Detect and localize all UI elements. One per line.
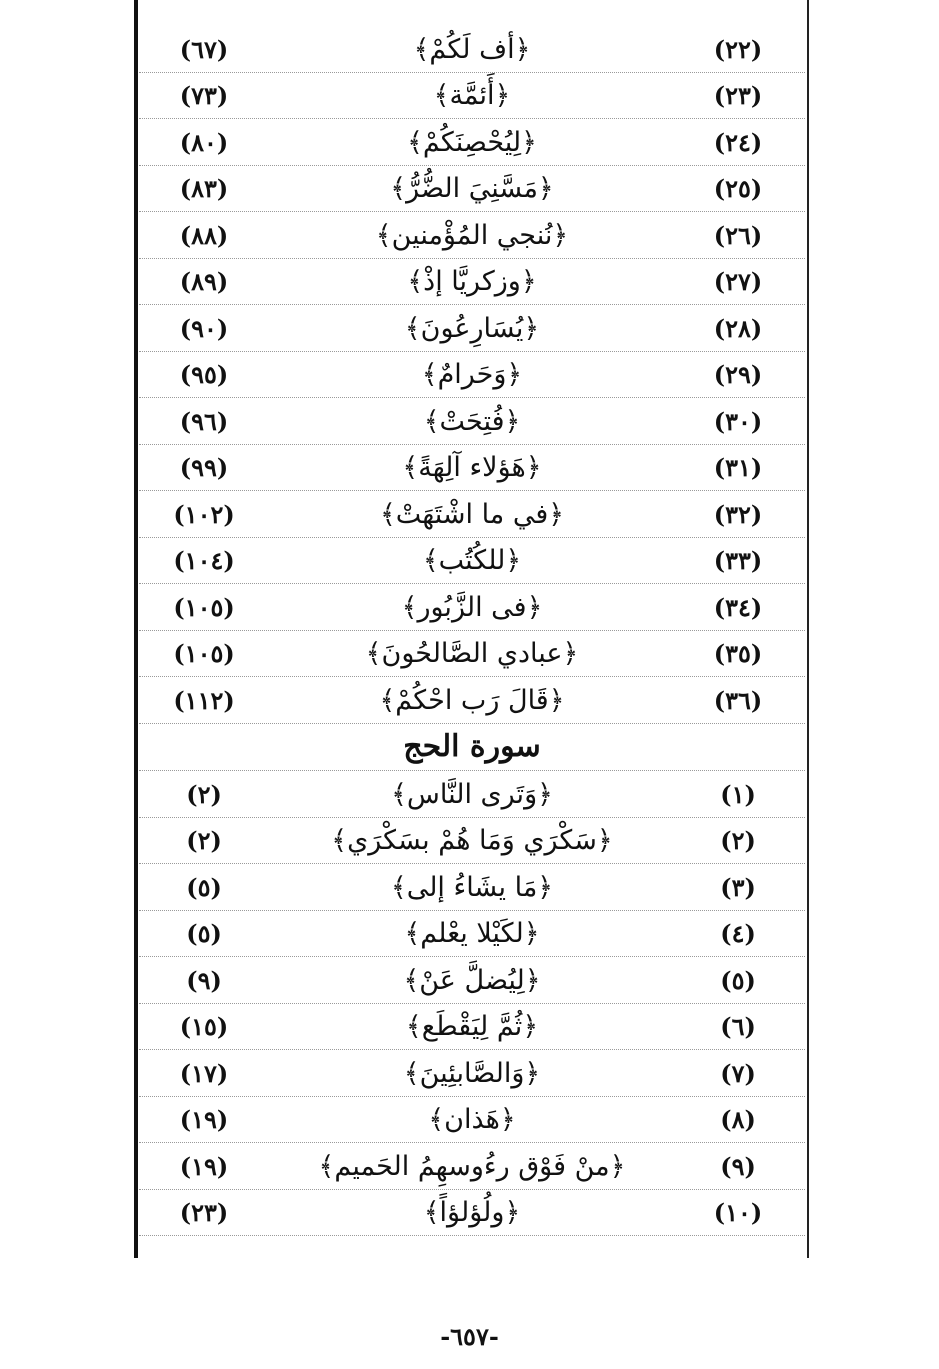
quran-word: ﴿مَسَّنِيَ الضُّرُّ﴾ (390, 173, 554, 204)
table-row (139, 1050, 805, 1097)
verse-reference: (٩٥) (179, 360, 229, 389)
verse-reference: (٨٩) (179, 267, 229, 296)
quran-word: ﴿فى الزَّبُور﴾ (401, 591, 543, 623)
entry-number: (٣٠) (713, 406, 763, 436)
entry-number: (٢٨) (713, 313, 763, 343)
quran-word: ﴿أَئمَّة﴾ (433, 80, 511, 111)
section-header (139, 724, 805, 772)
entry-number: (٣١) (713, 453, 763, 482)
verse-reference: (٩٠) (179, 313, 229, 343)
section-title: سورة الحج (403, 729, 541, 765)
entry-number: (٨) (720, 1105, 756, 1134)
quran-word: ﴿لكَيْلا يعْلم﴾ (404, 918, 540, 949)
left-border-line (134, 0, 138, 1258)
table-row (139, 352, 805, 399)
table-row (139, 1004, 805, 1051)
entry-number: (٢٢) (713, 34, 763, 64)
table-row (139, 911, 805, 958)
page-number: -٦٥٧- (440, 1322, 499, 1351)
table-row (139, 864, 805, 911)
quran-word: ﴿في ما اشْتَهَتْ﴾ (379, 498, 565, 530)
quran-word: ﴿وَحَرامٌ﴾ (421, 359, 523, 390)
entry-number: (٢٩) (713, 360, 763, 389)
verse-reference: (٦٧) (179, 34, 229, 64)
quran-word: ﴿مَا يشَاءُ إلى﴾ (390, 871, 554, 903)
table-row (139, 305, 805, 352)
quran-word: ﴿للكُتُب﴾ (422, 545, 522, 576)
quran-word: ﴿هَذان﴾ (428, 1104, 516, 1135)
quran-word: ﴿أف لَكُمْ﴾ (413, 33, 531, 65)
entry-number: (٢٧) (713, 267, 763, 296)
table-row (139, 259, 805, 306)
quran-word: ﴿منْ فَوْق رءُوسهِمُ الحَميم﴾ (318, 1150, 626, 1182)
quran-word: ﴿نُنجي المُؤْمنين﴾ (375, 219, 569, 251)
verse-reference: (١٠٢) (173, 499, 235, 529)
quran-word: ﴿ولُؤلؤاً﴾ (423, 1197, 521, 1228)
entry-number: (٣٥) (713, 639, 763, 668)
surah-21-rows (139, 26, 805, 724)
entry-number: (١٠) (713, 1198, 763, 1227)
quran-word: ﴿ثُمَّ لِيَقْطَع﴾ (405, 1011, 539, 1042)
verse-reference: (٢) (186, 779, 222, 809)
table-row (139, 631, 805, 678)
entry-number: (٩) (720, 1151, 756, 1181)
entry-number: (٣٣) (713, 546, 763, 575)
verse-reference: (٩٩) (179, 453, 229, 482)
quran-word: ﴿وَالصَّابئِينَ﴾ (403, 1057, 541, 1089)
verse-reference: (٧٣) (179, 81, 229, 110)
right-border-line (807, 0, 809, 1258)
verse-reference: (٢٣) (179, 1198, 229, 1227)
verse-reference: (١٠٥) (173, 639, 235, 668)
table-row (139, 491, 805, 538)
entry-number: (٣٦) (713, 685, 763, 715)
verse-reference: (٩) (186, 965, 222, 995)
surah-22-rows (139, 771, 805, 1236)
entry-number: (٤) (720, 919, 756, 948)
entry-number: (٢٥) (713, 174, 763, 203)
table-row (139, 1190, 805, 1237)
quran-word: ﴿قَالَ رَب احْكُمْ﴾ (379, 684, 565, 716)
entry-number: (٣٤) (713, 592, 763, 622)
quran-word: ﴿يُسَارِعُونَ﴾ (404, 312, 540, 344)
table-row (139, 818, 805, 865)
table-row (139, 26, 805, 73)
entry-number: (٢) (720, 826, 756, 855)
verse-reference: (٩٦) (179, 406, 229, 436)
entry-number: (٢٦) (713, 220, 763, 250)
table-row (139, 771, 805, 818)
table-row (139, 212, 805, 259)
word-index-table (139, 26, 805, 1236)
table-row (139, 119, 805, 166)
verse-reference: (١٥) (179, 1012, 229, 1041)
quran-word: ﴿وَتَرى النَّاس﴾ (391, 778, 553, 810)
entry-number: (٦) (720, 1012, 756, 1041)
quran-word: ﴿هَؤلاء آلِهَةً﴾ (402, 452, 542, 483)
verse-reference: (٨٣) (179, 174, 229, 203)
table-row (139, 538, 805, 585)
entry-number: (٣٢) (713, 499, 763, 529)
quran-word: ﴿فُتِحَتْ﴾ (423, 405, 521, 437)
quran-word: ﴿عبادي الصَّالحُونَ﴾ (365, 638, 579, 669)
verse-reference: (٨٠) (179, 127, 229, 157)
verse-reference: (٨٨) (179, 220, 229, 250)
entry-number: (٧) (720, 1058, 756, 1088)
table-row (139, 1097, 805, 1144)
table-row (139, 584, 805, 631)
entry-number: (٥) (720, 965, 756, 995)
verse-reference: (٥) (186, 919, 222, 948)
verse-reference: (١٠٥) (173, 592, 235, 622)
table-row (139, 398, 805, 445)
verse-reference: (١١٢) (173, 685, 235, 715)
quran-word: ﴿لِيُحْصِنَكُمْ﴾ (407, 126, 537, 158)
verse-reference: (٥) (186, 872, 222, 902)
verse-reference: (١٠٤) (173, 546, 235, 575)
verse-reference: (١٩) (179, 1105, 229, 1134)
quran-word: ﴿وزكريَّا إذْ﴾ (407, 266, 537, 297)
verse-reference: (١٧) (179, 1058, 229, 1088)
verse-reference: (٢) (186, 826, 222, 855)
quran-word: ﴿سَكْرَي وَمَا هُمْ بسَكْرَي﴾ (331, 825, 613, 856)
table-row (139, 445, 805, 492)
table-row (139, 677, 805, 724)
entry-number: (٢٣) (713, 81, 763, 110)
table-row (139, 166, 805, 213)
entry-number: (٢٤) (713, 127, 763, 157)
verse-reference: (١٩) (179, 1151, 229, 1181)
entry-number: (٣) (720, 872, 756, 902)
table-row (139, 1143, 805, 1190)
entry-number: (١) (720, 779, 756, 809)
table-row (139, 957, 805, 1004)
quran-word: ﴿لِيُضلَّ عَنْ﴾ (403, 964, 541, 996)
table-row (139, 73, 805, 120)
